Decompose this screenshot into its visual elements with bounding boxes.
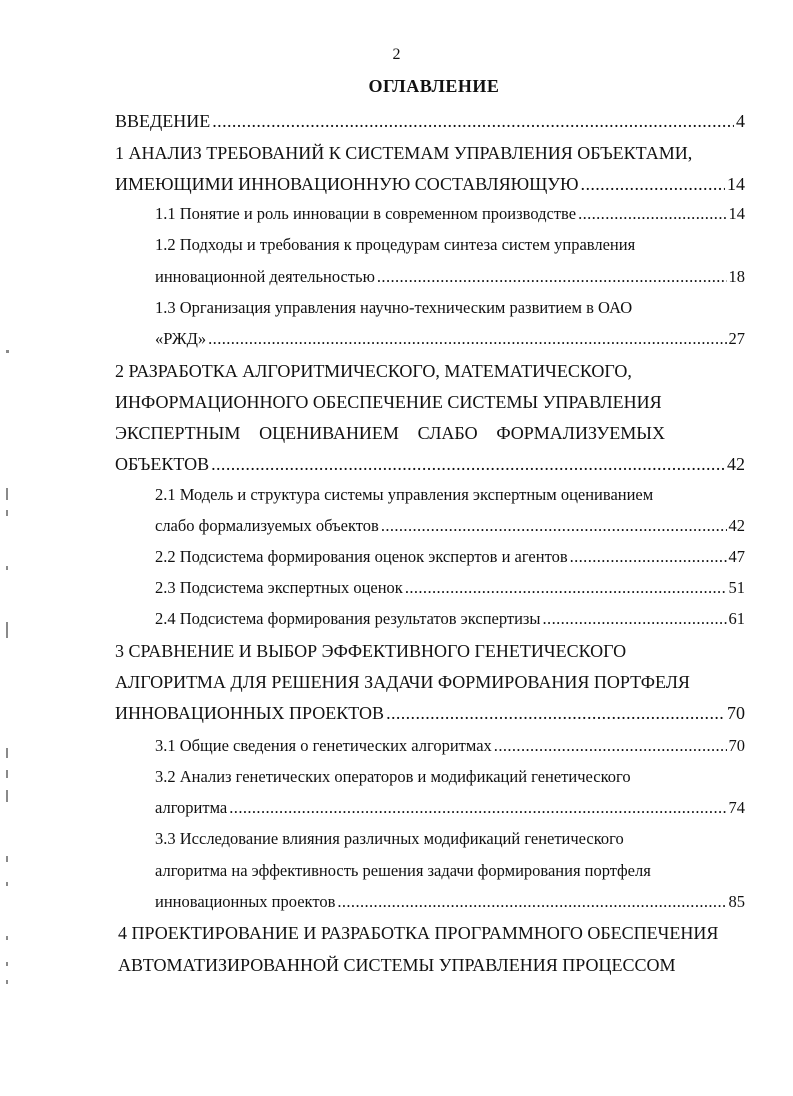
dot-leader xyxy=(212,106,734,136)
scan-mark xyxy=(6,790,8,802)
toc-3-2-line1: 3.2 Анализ генетических операторов и модификаций генетического xyxy=(155,767,631,786)
toc-entry-page: 4 xyxy=(736,111,745,131)
scan-mark xyxy=(6,770,8,778)
dot-leader xyxy=(386,698,725,728)
scan-mark xyxy=(6,748,8,758)
toc-entry-page: 51 xyxy=(728,578,745,597)
toc-entry-page: 61 xyxy=(728,609,745,628)
toc-entry-title: 3.1 Общие сведения о генетических алгоритмах xyxy=(155,736,492,755)
toc-1-2-line1: 1.2 Подходы и требования к процедурам синтеза систем управления xyxy=(155,235,636,254)
toc-entry-title: ИННОВАЦИОННЫХ ПРОЕКТОВ xyxy=(115,703,385,723)
toc-entry-2-2[interactable] xyxy=(155,542,745,572)
toc-entry-1-1[interactable] xyxy=(155,199,745,229)
toc-1-3-line1: 1.3 Организация управления научно-техническим развитием в ОАО xyxy=(155,298,633,317)
toc-entry-1-2[interactable] xyxy=(155,262,745,292)
dot-leader xyxy=(570,542,727,572)
scan-mark xyxy=(6,350,9,353)
toc-chapter-4-line1: 4 ПРОЕКТИРОВАНИЕ И РАЗРАБОТКА ПРОГРАММНОГО ОБЕСПЕЧЕНИЯ xyxy=(118,923,719,943)
scan-mark xyxy=(6,510,8,516)
toc-entry-page: 27 xyxy=(728,329,745,348)
toc-3-3-line1: 3.3 Исследование влияния различных модификаций генетического xyxy=(155,829,624,848)
scan-mark xyxy=(6,566,8,570)
toc-entry-page: 47 xyxy=(728,547,745,566)
toc-2-1-line1: 2.1 Модель и структура системы управления экспертным оцениванием xyxy=(155,485,654,504)
toc-chapter-1-line1: 1 АНАЛИЗ ТРЕБОВАНИЙ К СИСТЕМАМ УПРАВЛЕНИЯ ОБЪЕКТАМИ, xyxy=(115,143,693,163)
toc-entry-page: 85 xyxy=(728,892,745,911)
dot-leader xyxy=(381,511,727,541)
dot-leader xyxy=(229,793,726,823)
toc-entry-page: 42 xyxy=(727,454,745,474)
scan-mark xyxy=(6,488,8,500)
toc-entry-page: 18 xyxy=(728,267,745,286)
dot-leader xyxy=(578,199,726,229)
toc-entry-title: алгоритма xyxy=(155,798,228,817)
dot-leader xyxy=(494,731,727,761)
toc-entry-3-1[interactable] xyxy=(155,731,745,761)
toc-entry-page: 70 xyxy=(728,736,745,755)
toc-entry-page: 42 xyxy=(728,516,745,535)
toc-entry-title: 2.4 Подсистема формирования результатов экспертизы xyxy=(155,609,541,628)
page-number: 2 xyxy=(392,46,401,63)
toc-entry-3-3[interactable] xyxy=(155,887,745,917)
dot-leader xyxy=(337,887,726,917)
toc-entry-introduction[interactable] xyxy=(115,106,745,136)
scan-mark xyxy=(6,962,8,966)
toc-chapter-3-line1: 3 СРАВНЕНИЕ И ВЫБОР ЭФФЕКТИВНОГО ГЕНЕТИЧЕСКОГО xyxy=(115,641,627,661)
toc-entry-title: инновационной деятельностью xyxy=(155,267,375,286)
scan-mark xyxy=(6,622,8,638)
toc-entry-2-4[interactable] xyxy=(155,604,745,634)
dot-leader xyxy=(211,449,725,479)
toc-chapter-2-line2: ИНФОРМАЦИОННОГО ОБЕСПЕЧЕНИЕ СИСТЕМЫ УПРАВЛЕНИЯ xyxy=(115,392,662,412)
scan-mark xyxy=(6,856,8,862)
scan-mark xyxy=(6,980,8,984)
toc-entry-2-1[interactable] xyxy=(155,511,745,541)
toc-entry-chapter-3[interactable] xyxy=(115,698,745,728)
toc-entry-title: ОБЪЕКТОВ xyxy=(115,454,210,474)
dot-leader xyxy=(377,262,727,292)
dot-leader xyxy=(208,324,726,354)
toc-chapter-2-line1: 2 РАЗРАБОТКА АЛГОРИТМИЧЕСКОГО, МАТЕМАТИЧЕСКОГО, xyxy=(115,361,632,381)
toc-entry-title: «РЖД» xyxy=(155,329,207,348)
scan-mark xyxy=(6,882,8,886)
toc-entry-1-3[interactable] xyxy=(155,324,745,354)
toc-title: ОГЛАВЛЕНИЕ xyxy=(368,76,500,96)
toc-chapter-3-line2: АЛГОРИТМА ДЛЯ РЕШЕНИЯ ЗАДАЧИ ФОРМИРОВАНИЯ ПОРТФЕЛЯ xyxy=(115,672,690,692)
toc-entry-page: 70 xyxy=(727,703,745,723)
toc-entry-title: слабо формализуемых объектов xyxy=(155,516,379,535)
toc-entry-title: ИМЕЮЩИМИ ИННОВАЦИОННУЮ СОСТАВЛЯЮЩУЮ xyxy=(115,174,579,194)
toc-entry-page: 14 xyxy=(728,204,745,223)
toc-entry-chapter-2[interactable] xyxy=(115,449,745,479)
toc-entry-3-2[interactable] xyxy=(155,793,745,823)
toc-entry-title: 2.2 Подсистема формирования оценок экспертов и агентов xyxy=(155,547,568,566)
dot-leader xyxy=(405,573,727,603)
toc-entry-page: 14 xyxy=(727,174,745,194)
dot-leader xyxy=(581,169,725,199)
toc-entry-title: инновационных проектов xyxy=(155,892,336,911)
scan-mark xyxy=(6,936,8,940)
toc-entry-title: 1.1 Понятие и роль инновации в современном производстве xyxy=(155,204,577,223)
toc-chapter-2-line3: ЭКСПЕРТНЫМ ОЦЕНИВАНИЕМ СЛАБО ФОРМАЛИЗУЕМЫХ xyxy=(115,423,665,443)
toc-entry-title: ВВЕДЕНИЕ xyxy=(115,111,211,131)
toc-chapter-4-line2: АВТОМАТИЗИРОВАННОЙ СИСТЕМЫ УПРАВЛЕНИЯ ПРОЦЕССОМ xyxy=(118,955,676,975)
toc-entry-2-3[interactable] xyxy=(155,573,745,603)
dot-leader xyxy=(543,604,727,634)
toc-3-3-line2: алгоритма на эффективность решения задачи формирования портфеля xyxy=(155,861,651,880)
toc-entry-page: 74 xyxy=(728,798,745,817)
toc-entry-title: 2.3 Подсистема экспертных оценок xyxy=(155,578,403,597)
toc-entry-chapter-1[interactable] xyxy=(115,169,745,199)
